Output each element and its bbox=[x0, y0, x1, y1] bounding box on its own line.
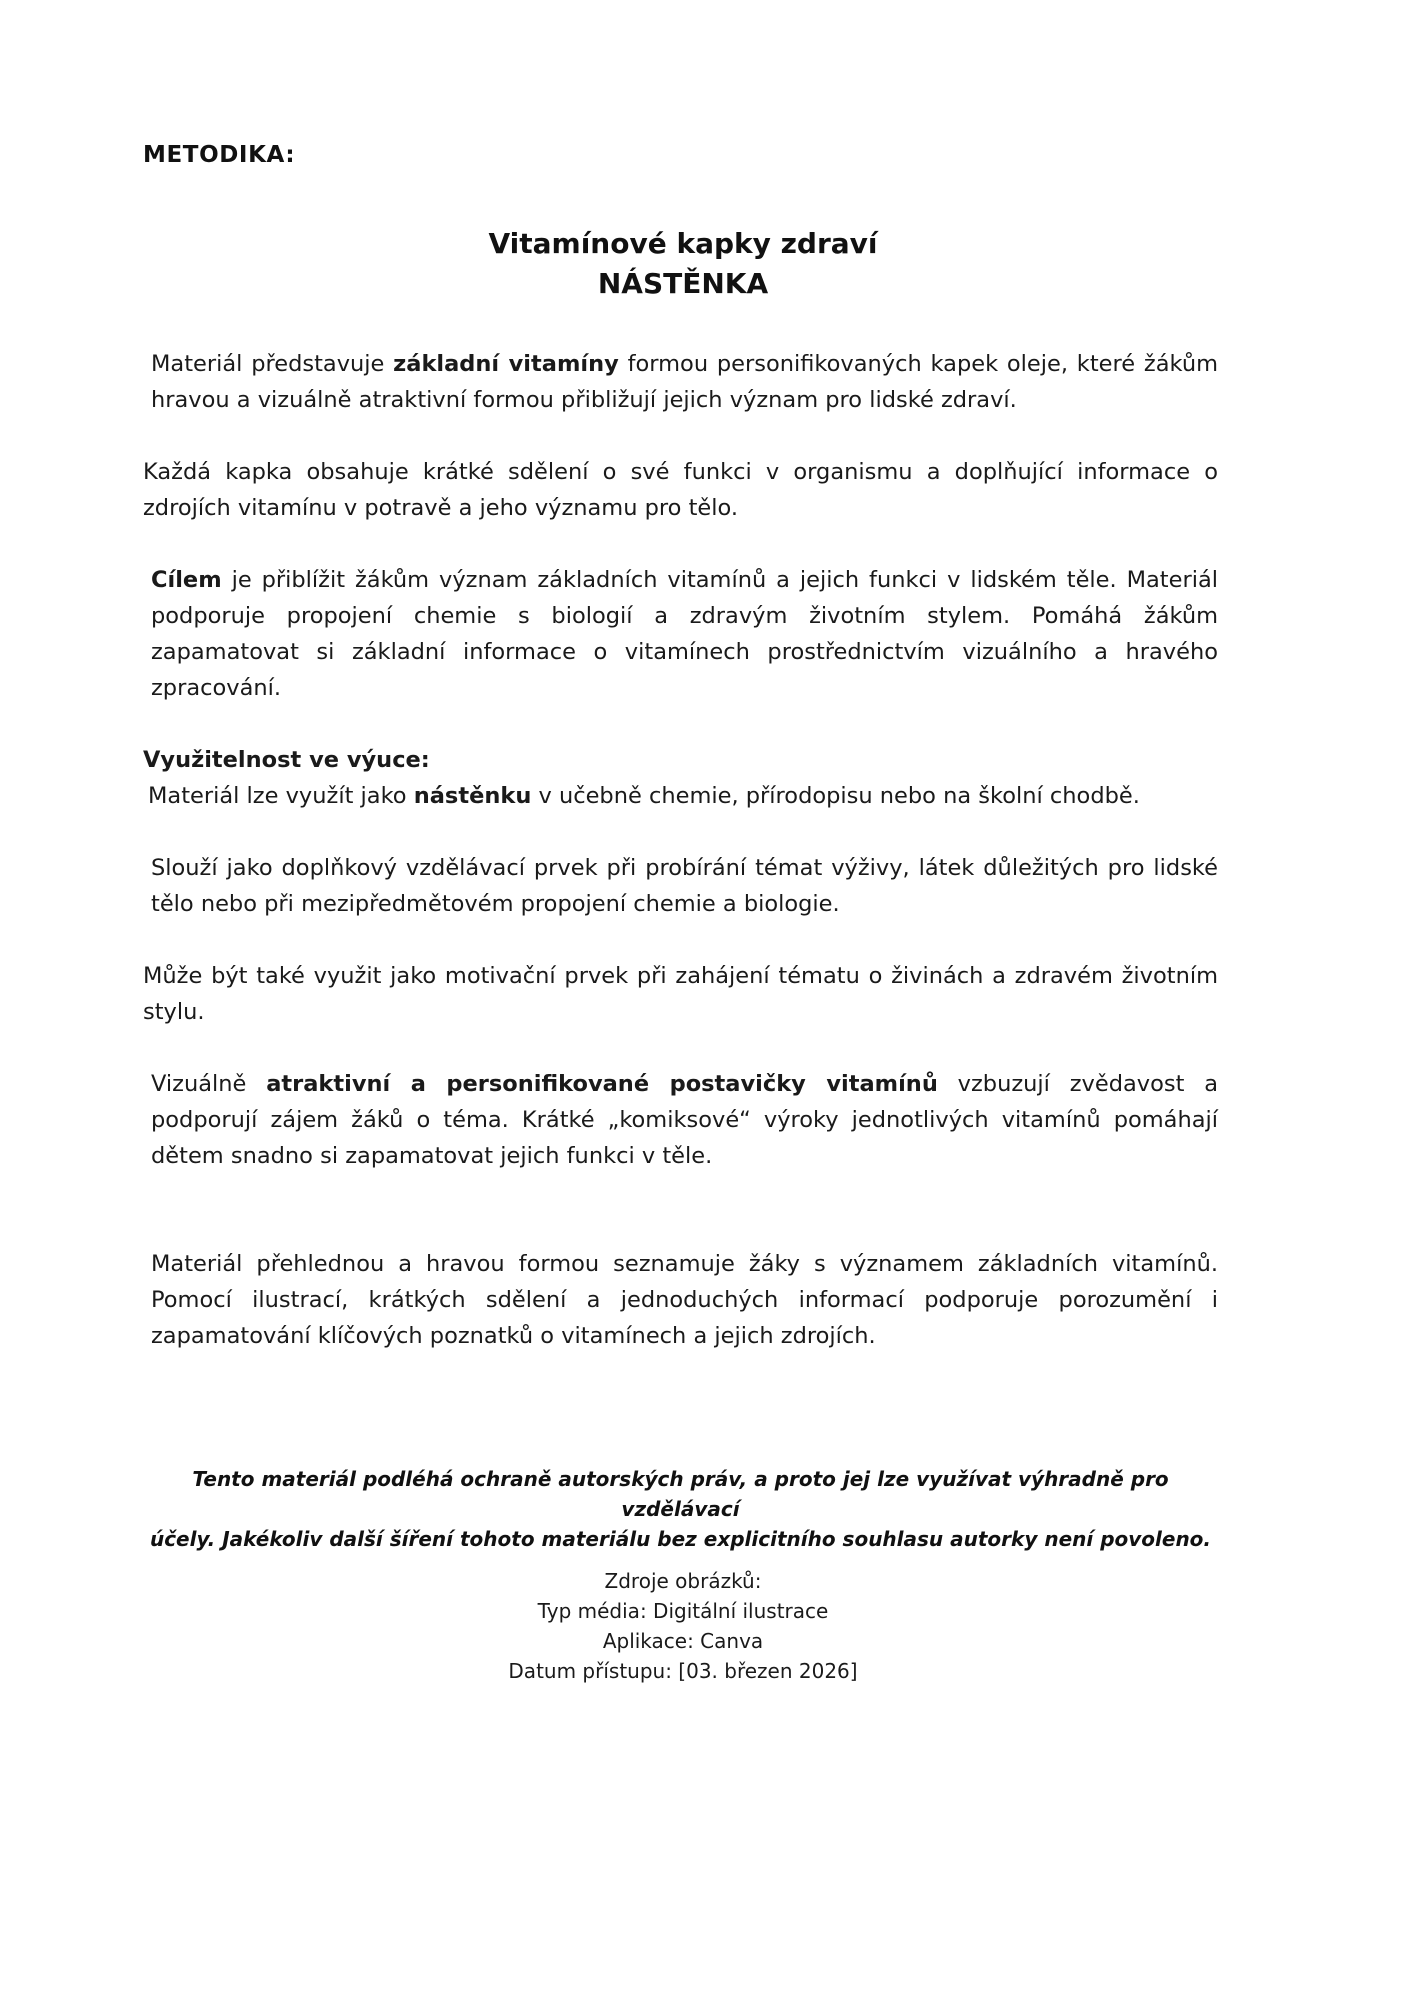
copyright-line-2: účely. Jakékoliv další šíření tohoto materiálu bez explicitního souhlasu autorky není povoleno. bbox=[149, 1527, 1212, 1551]
sources-media-type: Typ média: Digitální ilustrace bbox=[537, 1599, 829, 1623]
paragraph-text: Vizuálně bbox=[151, 1071, 267, 1097]
paragraph-drops: Každá kapka obsahuje krátké sdělení o své funkci v organismu a doplňující informace o zdrojích vitamínu v potravě a jeho významu pro tělo. bbox=[143, 459, 1218, 521]
paragraph-goal bbox=[143, 562, 1218, 706]
copyright-notice bbox=[143, 1464, 1218, 1554]
paragraph-intro bbox=[143, 346, 1218, 418]
title-line-2: NÁSTĚNKA bbox=[597, 267, 769, 300]
spacer bbox=[143, 922, 1218, 958]
paragraph-text: v učebně chemie, přírodopisu nebo na školní chodbě. bbox=[531, 783, 1140, 809]
methodology-label: METODIKA: bbox=[143, 142, 296, 168]
usage-heading: Využitelnost ve výuce: bbox=[143, 747, 430, 773]
sources-access-date: Datum přístupu: [03. březen 2026] bbox=[508, 1659, 858, 1683]
spacer bbox=[143, 526, 1218, 562]
spacer bbox=[143, 706, 1218, 742]
paragraph-emphasis: atraktivní a personifikované postavičky vitamínů bbox=[266, 1071, 938, 1097]
sources-heading: Zdroje obrázků: bbox=[604, 1569, 762, 1593]
paragraph-text: formou personifikovaných kapek oleje, které žákům hravou a vizuálně atraktivní formou přibližují jejich význam pro lidské zdraví. bbox=[151, 351, 1219, 413]
paragraph-emphasis: Cílem bbox=[151, 567, 222, 593]
spacer bbox=[143, 418, 1218, 454]
paragraph-summary: Materiál přehlednou a hravou formou seznamuje žáky s významem základních vitamínů. Pomocí ilustrací, krátkých sdělení a jednoduchých informací podporuje porozumění i zapamatování klíčových poznatků o vitamínech a jejich zdrojích. bbox=[151, 1251, 1218, 1349]
paragraph-supplement: Slouží jako doplňkový vzdělávací prvek při probírání témat výživy, látek důležitých pro lidské tělo nebo při mezipředmětovém propojení chemie a biologie. bbox=[151, 855, 1218, 917]
paragraph-text: Materiál lze využít jako bbox=[148, 783, 414, 809]
document-title bbox=[0, 224, 1366, 304]
paragraph-characters bbox=[143, 1066, 1218, 1174]
paragraph-emphasis: nástěnku bbox=[413, 783, 532, 809]
spacer bbox=[143, 814, 1218, 850]
paragraph-text: vzbuzují zvědavost a podporují zájem žáků o téma. Krátké „komiksové“ výroky jednotlivých vitamínů pomáhají dětem snadno si zapamatovat jejich funkci v těle. bbox=[151, 1071, 1218, 1169]
image-sources bbox=[0, 1566, 1366, 1686]
copyright-line-1: Tento materiál podléhá ochraně autorských práv, a proto jej lze využívat výhradně pro vzdělávací bbox=[192, 1467, 1169, 1521]
document-body bbox=[143, 346, 1218, 1354]
sources-application: Aplikace: Canva bbox=[602, 1629, 764, 1653]
title-line-1: Vitamínové kapky zdraví bbox=[488, 227, 878, 260]
spacer bbox=[143, 1030, 1218, 1066]
spacer bbox=[143, 1174, 1218, 1246]
paragraph-usage bbox=[143, 778, 1218, 814]
paragraph-motivation: Může být také využit jako motivační prvek při zahájení tématu o živinách a zdravém životním stylu. bbox=[143, 963, 1218, 1025]
paragraph-text: je přiblížit žákům význam základních vitamínů a jejich funkci v lidském těle. Materiál podporuje propojení chemie s biologií a zdravým životním stylem. Pomáhá žákům zapamatovat si základní informace o vitamínech prostřednictvím vizuálního a hravého zpracování. bbox=[151, 567, 1218, 701]
paragraph-text: Materiál představuje bbox=[151, 351, 394, 377]
paragraph-emphasis: základní vitamíny bbox=[393, 351, 619, 377]
